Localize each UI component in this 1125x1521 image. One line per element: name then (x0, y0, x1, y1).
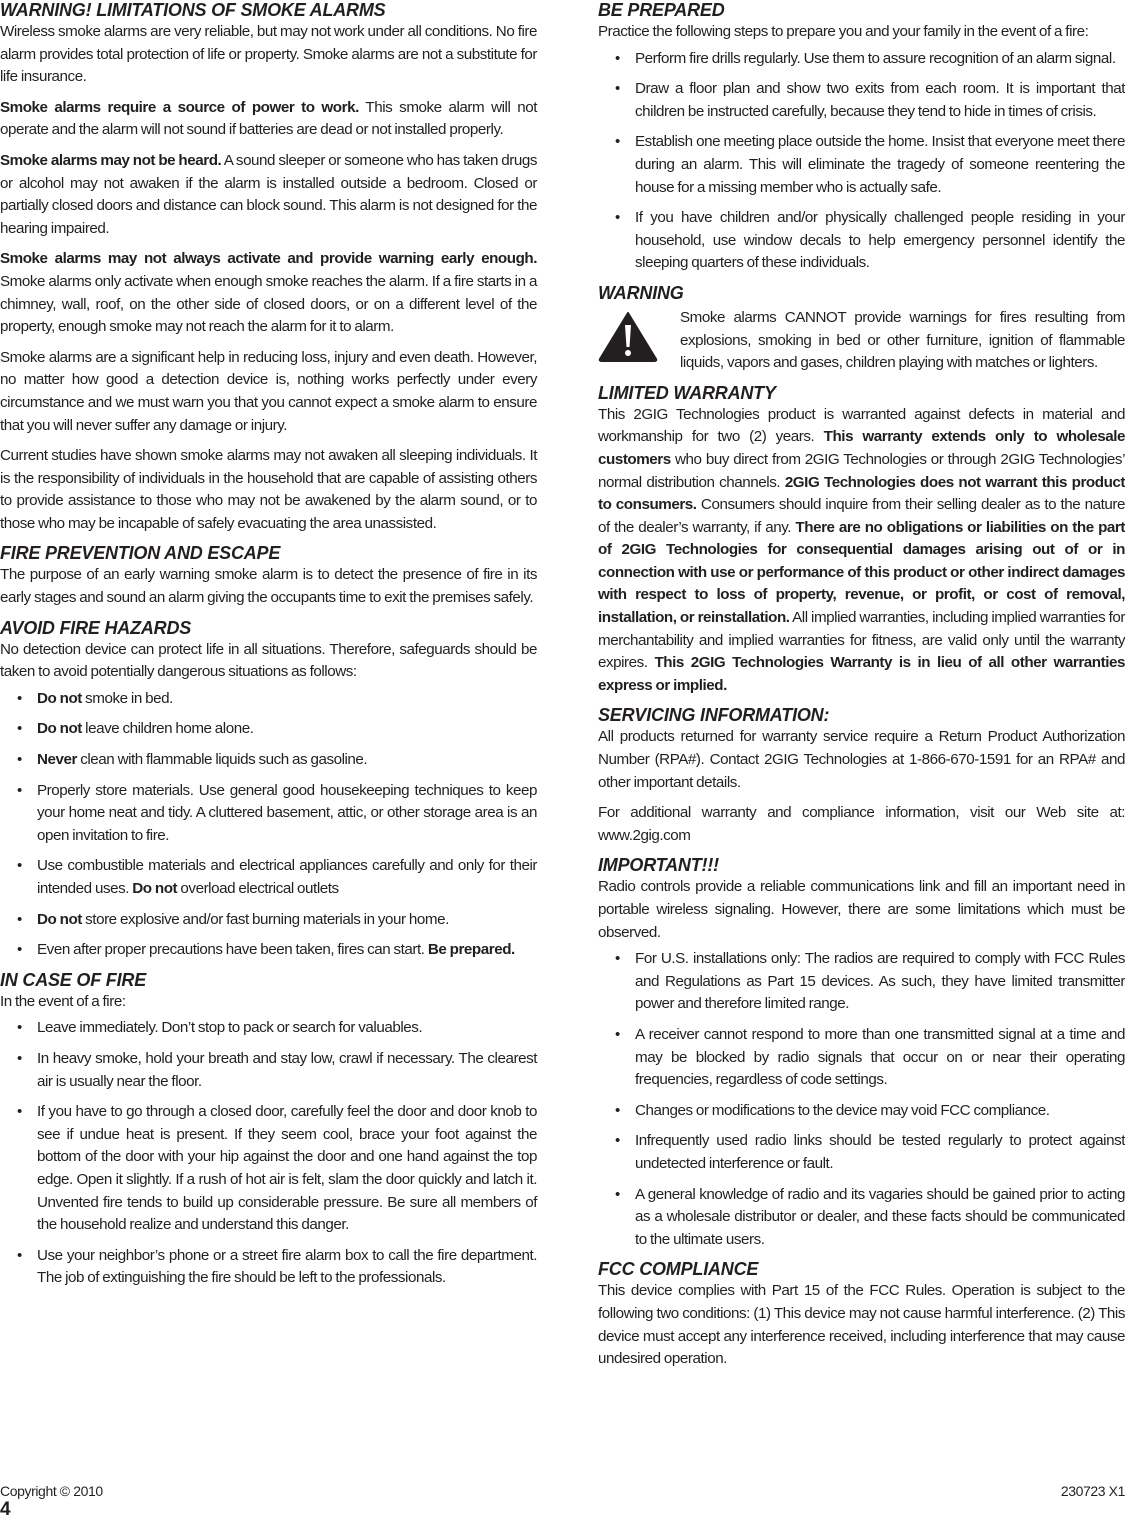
list-item (0, 855, 537, 900)
hazards-section (0, 618, 537, 962)
fcc-section (598, 1259, 1125, 1370)
power-text: This smoke alarm will not operate and the alarm will not sound if batteries are dead or not installed properly. (0, 98, 538, 139)
activate-text: Smoke alarms only activate when enough smoke reaches the alarm. If a fire starts in a chimney, wall, roof, on the other side of closed doors, or on a different level of the property, enough smoke may not reach the alarm for it to alarm. (0, 272, 537, 336)
list-item (0, 939, 537, 962)
studies-paragraph: Current studies have shown smoke alarms may not awaken all sleeping individuals. It is the responsibility of individuals in the household that are capable of assisting others to provide assistance to those who may not be awakened by the alarm sound, or to those who may be incapable of safely evacuating the area unassisted. (0, 447, 537, 532)
prepared-heading: BE PREPARED (598, 0, 725, 20)
list-item: • If you have to go through a closed door, carefully feel the door and door knob to see if undue heat is present. If they seem cool, brace your foot against the bottom of the door with your hip against the door and one hand against the top edge. Open it slightly. If a rush of hot air is felt, slam the door quickly and latch it. Unvented fire tends to build up considerable pressure. Be sure all members of the household realize and understand this danger. (0, 1101, 537, 1237)
item-text: leave children home alone. (81, 720, 254, 738)
copyright: Copyright © 2010 (0, 1483, 103, 1499)
hazards-list (0, 688, 537, 962)
activate-paragraph (0, 248, 537, 338)
servicing-heading: SERVICING INFORMATION: (598, 705, 830, 726)
warranty-text: This 2GIG Technologies product is warranted against defects in material and workmanship for two (2) years. (598, 405, 1125, 446)
list-item: • For U.S. installations only: The radios are required to comply with FCC Rules and Regulations as Part 15 devices. As such, they have limited transmitter power and therefore limited range. (598, 948, 1125, 1016)
warranty-paragraph (598, 404, 1125, 698)
prepared-list (598, 48, 1125, 275)
in-case-list (0, 1017, 537, 1290)
servicing-section (598, 705, 1125, 847)
fcc-paragraph: This device complies with Part 15 of the FCC Rules. Operation is subject to the following two conditions: (1) This device may not cause harmful interference. (2) This device must accept any interference received, including interference that may cause undesired operation. (598, 1282, 1125, 1368)
item-text: Properly store materials. Use general good housekeeping techniques to keep your home neat and tidy. A cluttered basement, attic, or other storage area is an open invitation to fire. (37, 781, 537, 844)
item-bold: Do not (132, 880, 178, 897)
list-item: • A general knowledge of radio and its vagaries should be gained prior to acting as a wholesale distributor or dealer, and these facts should be communicated to the ultimate users. (598, 1184, 1125, 1252)
list-item: • In heavy smoke, hold your breath and stay low, crawl if necessary. The clearest air is usually near the floor. (0, 1048, 537, 1093)
item-bold: Do not (37, 910, 82, 928)
item-bold: Never (37, 751, 77, 769)
warranty-text: All implied warranties, including implied warranties for merchantability and implied warranties for fitness, are valid only until the warranty expires. (598, 609, 1125, 672)
power-paragraph (0, 97, 537, 142)
item-text: Even after proper precautions have been taken, fires can start. (37, 941, 428, 959)
important-heading: IMPORTANT!!! (598, 855, 719, 876)
list-item: • Perform fire drills regularly. Use them to assure recognition of an alarm signal. (598, 48, 1125, 71)
page-number: 4 (0, 1499, 11, 1520)
warning-section (598, 283, 1125, 375)
item-bold: Do not (37, 689, 82, 707)
in-case-heading: IN CASE OF FIRE (0, 969, 147, 990)
list-item: • Draw a floor plan and show two exits from each room. It is important that children be instructed carefully, because they tend to hide in times of crisis. (598, 78, 1125, 123)
list-item: • Use your neighbor’s phone or a street fire alarm box to call the fire department. The job of extinguishing the fire should be left to the professionals. (0, 1245, 537, 1290)
heard-bold: Smoke alarms may not be heard. (0, 151, 222, 169)
list-item: • If you have children and/or physically challenged people residing in your household, use window decals to help emergency personnel identify the sleeping quarters of these individuals. (598, 207, 1125, 275)
list-item (0, 688, 537, 711)
warranty-bold: There are no obligations or liabilities on the part of 2GIG Technologies for consequential damages arising out of or in connection with use or performance of this product or other indirect damages with respect to loss of property, revenue, or profit, or cost of removal, installation, or reinstallation. (598, 518, 1125, 627)
prevention-heading: FIRE PREVENTION AND ESCAPE (0, 543, 281, 564)
activate-bold: Smoke alarms may not always activate and provide warning early enough. (0, 250, 537, 268)
warning-row (598, 307, 1125, 375)
item-text: Use combustible materials and electrical appliances carefully and only for their intended uses. (37, 857, 537, 897)
power-bold: Smoke alarms require a source of power to work. (0, 98, 359, 116)
warning-heading: WARNING (598, 282, 684, 303)
item-bold: Be prepared. (427, 941, 515, 959)
servicing-paragraph: All products returned for warranty service require a Return Product Authorization Number (RPA#). Contact 2GIG Technologies at 1-866-670-1591 for an RPA# and other important details. (598, 728, 1125, 791)
limitations-paragraph: Wireless smoke alarms are very reliable, but may not work under all conditions. No fire alarm provides total protection of life or property. Smoke alarms are not a substitute for life insurance. (0, 23, 537, 86)
item-text: overload electrical outlets (177, 880, 339, 897)
in-case-intro: In the event of a fire: (0, 992, 126, 1010)
warranty-bold: This 2GIG Technologies Warranty is in lieu of all other warranties express or implied. (598, 654, 1125, 694)
website-paragraph: For additional warranty and compliance information, visit our Web site at: www.2gig.com (598, 804, 1125, 844)
list-item: • Changes or modifications to the device may void FCC compliance. (598, 1100, 1125, 1123)
prevention-section (0, 543, 537, 609)
important-intro: Radio controls provide a reliable communications link and fill an important need in portable wireless signaling. However, there are some limitations which must be observed. (598, 878, 1125, 941)
list-item: • Establish one meeting place outside the home. Insist that everyone meet there during an alarm. This will eliminate the tragedy of someone reentering the house for a missing member who is actually safe. (598, 131, 1125, 199)
right-column (598, 0, 1125, 1371)
hazards-intro: No detection device can protect life in all situations. Therefore, safeguards should be taken to avoid potentially dangerous situations as follows: (0, 640, 537, 681)
left-column (0, 0, 537, 1298)
important-section (598, 855, 1125, 1251)
warranty-bold: This warranty extends only to wholesale customers (598, 428, 1125, 468)
warranty-bold: 2GIG Technologies does not warrant this product to consumers. (598, 473, 1125, 514)
prepared-intro: Practice the following steps to prepare you and your family in the event of a fire: (598, 23, 1089, 40)
list-item: • Infrequently used radio links should be tested regularly to protect against undetected interference or fault. (598, 1130, 1125, 1175)
list-item (0, 780, 537, 848)
list-item: • A receiver cannot respond to more than one transmitted signal at a time and may be blocked by radio signals that occur on or near their operating frequencies, regardless of code settings. (598, 1024, 1125, 1092)
warranty-text: Consumers should inquire from their selling dealer as to the nature of the dealer’s warranty, if any. (598, 496, 1125, 536)
list-item: • Leave immediately. Don’t stop to pack or search for valuables. (0, 1017, 537, 1040)
warning-text: Smoke alarms CANNOT provide warnings for fires resulting from explosions, smoking in bed or other furniture, ignition of flammable liquids, vapors and gases, children playing with matches or lighters. (680, 308, 1125, 372)
hazards-heading: AVOID FIRE HAZARDS (0, 617, 192, 638)
warranty-text: who buy direct from 2GIG Technologies or through 2GIG Technologies’ normal distribution channels. (598, 450, 1125, 491)
heard-text: A sound sleeper or someone who has taken drugs or alcohol may not awaken if the alarm is installed outside a bedroom. Closed or partially closed doors and distance can block sound. This alarm is not designed for the hearing impaired. (0, 151, 538, 237)
item-text: smoke in bed. (81, 689, 173, 707)
limitations-heading: WARNING! LIMITATIONS OF SMOKE ALARMS (0, 0, 386, 20)
list-item (0, 909, 537, 932)
heard-paragraph (0, 150, 537, 240)
prevention-paragraph: The purpose of an early warning smoke alarm is to detect the presence of fire in its early stages and sound an alarm giving the occupants time to exit the premises safely. (0, 566, 537, 607)
warranty-section (598, 383, 1125, 698)
fcc-heading: FCC COMPLIANCE (598, 1259, 759, 1280)
in-case-section (0, 970, 537, 1290)
item-text: store explosive and/or fast burning materials in your home. (81, 910, 449, 928)
significant-help-paragraph: Smoke alarms are a significant help in reducing loss, injury and even death. However, no matter how good a detection device is, nothing works perfectly under every circumstance and we must warn you that you cannot expect a smoke alarm to ensure that you will never suffer any damage or injury. (0, 348, 537, 434)
important-list (598, 948, 1125, 1251)
item-bold: Do not (37, 720, 82, 738)
warranty-heading: LIMITED WARRANTY (598, 382, 776, 403)
list-item (0, 718, 537, 741)
warning-triangle-icon (598, 311, 658, 363)
list-item (0, 749, 537, 772)
item-text: clean with flammable liquids such as gasoline. (76, 751, 368, 769)
document-id: 230723 X1 (1060, 1483, 1125, 1499)
